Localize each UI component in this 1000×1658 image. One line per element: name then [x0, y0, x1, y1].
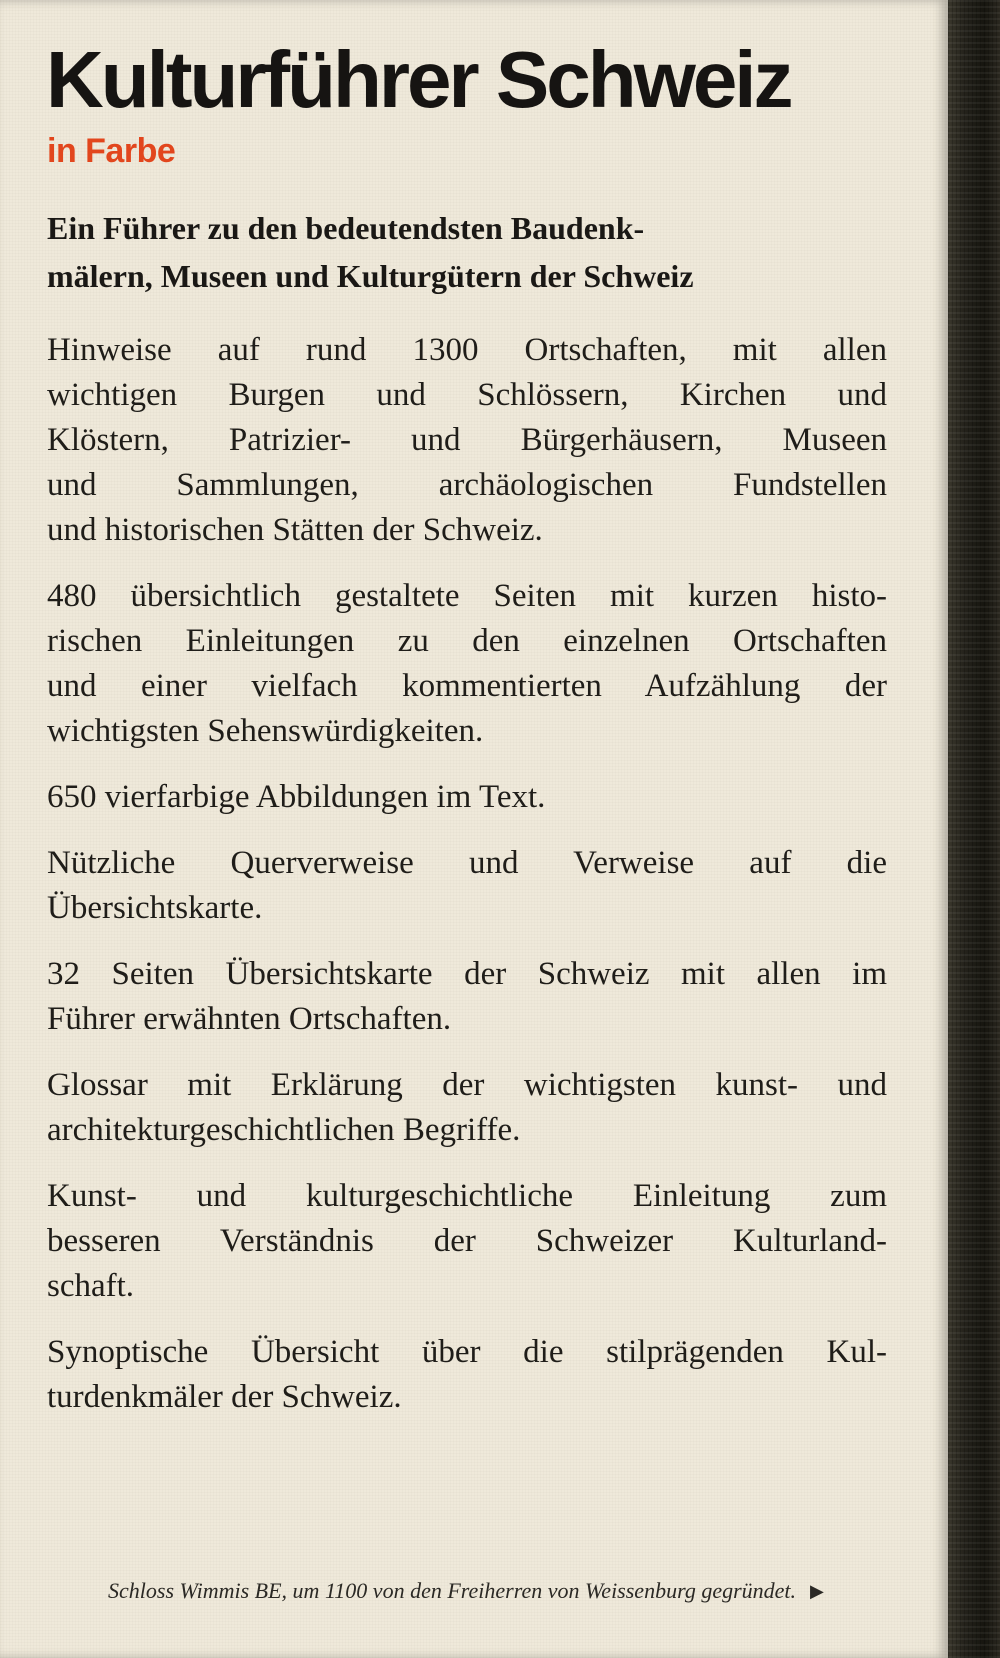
book-title: Kulturführer Schweiz [46, 35, 791, 124]
feature-list [47, 328, 887, 1441]
text-line: architekturgeschichtlichen Begriffe. [47, 1112, 521, 1148]
feature-paragraph [47, 952, 887, 1042]
feature-paragraph [47, 328, 887, 553]
text-line: schaft. [47, 1268, 135, 1304]
feature-paragraph [47, 574, 887, 754]
text-line: wichtigsten Sehenswürdigkeiten. [47, 713, 484, 749]
text-line: Klöstern, Patrizier- und Bürgerhäusern, Museen [47, 422, 887, 458]
caption-text: Schloss Wimmis BE, um 1100 von den Freiherren von Weissenburg gegründet. [108, 1578, 797, 1603]
feature-paragraph [47, 1330, 887, 1420]
feature-paragraph [47, 841, 887, 931]
text-line: Kunst- und kulturgeschichtliche Einleitung zum [47, 1178, 887, 1214]
tagline [47, 204, 867, 300]
text-line: 480 übersichtlich gestaltete Seiten mit kurzen histo- [47, 578, 887, 614]
right-triangle-arrow-icon: ▶ [810, 1581, 824, 1601]
feature-paragraph [47, 1063, 887, 1153]
text-line: 32 Seiten Übersichtskarte der Schweiz mit allen im [47, 956, 887, 992]
text-line: Glossar mit Erklärung der wichtigsten kunst- und [47, 1067, 887, 1103]
text-line: Übersichtskarte. [47, 890, 263, 926]
text-line: wichtigen Burgen und Schlössern, Kirchen und [47, 377, 887, 413]
spine-texture [948, 0, 1000, 1658]
tagline-line: Ein Führer zu den bedeutendsten Baudenk- [47, 210, 645, 246]
text-line: turdenkmäler der Schweiz. [47, 1379, 402, 1415]
text-line: Synoptische Übersicht über die stilprägenden Kul- [47, 1334, 887, 1370]
text-line: 650 vierfarbige Abbildungen im Text. [47, 779, 546, 815]
text-line: und einer vielfach kommentierten Aufzählung der [47, 668, 887, 704]
photo-caption [108, 1578, 824, 1604]
tagline-line: mälern, Museen und Kulturgütern der Schweiz [47, 258, 694, 294]
feature-paragraph [47, 1174, 887, 1309]
book-spine [948, 0, 1000, 1658]
text-line: Nützliche Querverweise und Verweise auf die [47, 845, 887, 881]
book-subtitle: in Farbe [47, 132, 176, 170]
text-line: besseren Verständnis der Schweizer Kulturland- [47, 1223, 887, 1259]
text-line: Führer erwähnten Ortschaften. [47, 1001, 452, 1037]
text-line: rischen Einleitungen zu den einzelnen Ortschaften [47, 623, 887, 659]
text-line: Hinweise auf rund 1300 Ortschaften, mit allen [47, 332, 887, 368]
feature-paragraph [47, 775, 887, 820]
text-line: und Sammlungen, archäologischen Fundstellen [47, 467, 887, 503]
text-line: und historischen Stätten der Schweiz. [47, 512, 543, 548]
